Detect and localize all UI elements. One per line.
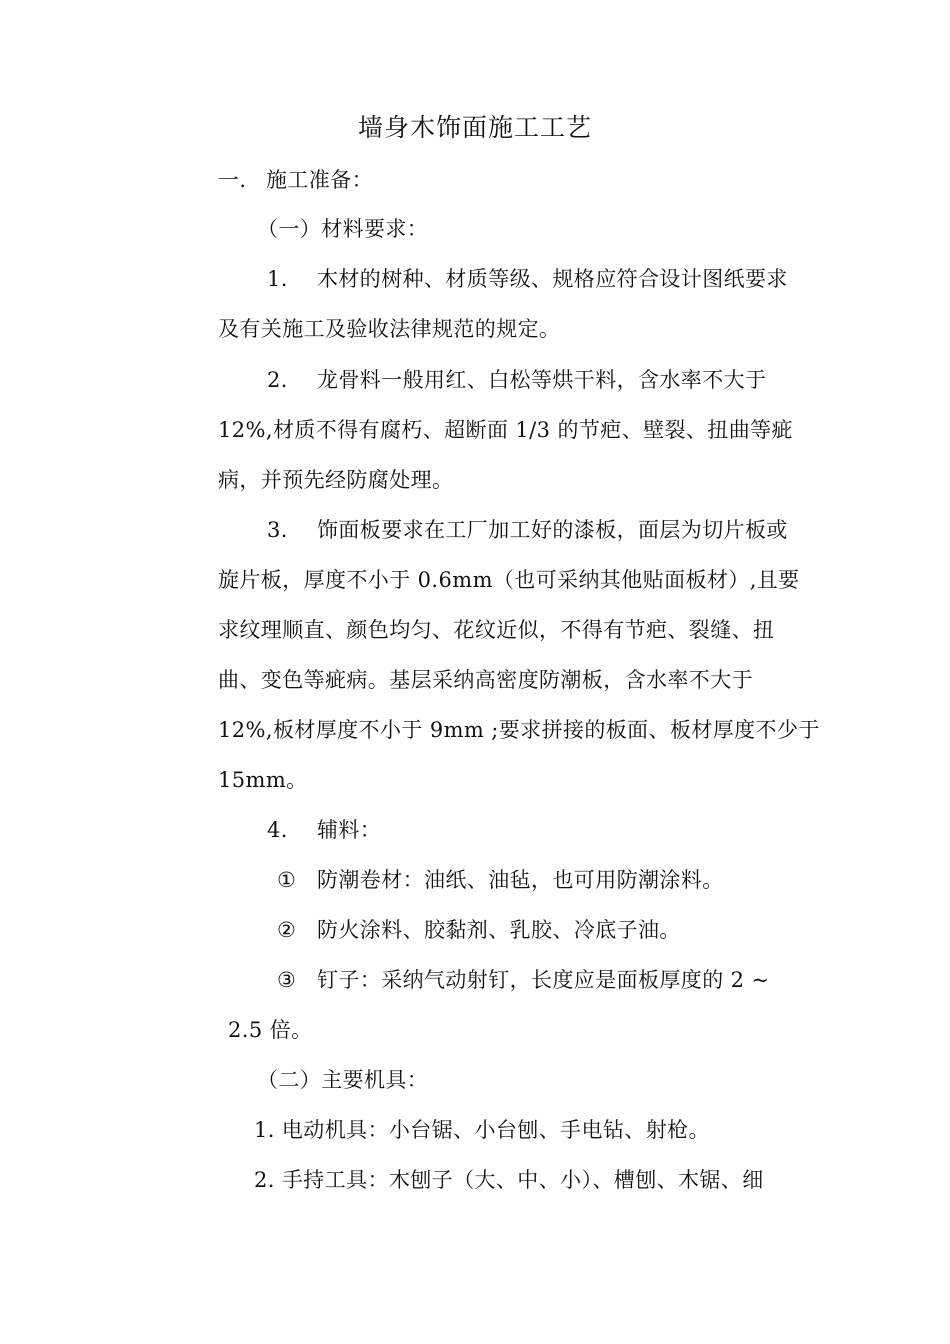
subitem-3-text: 钉子：采纳气动射钉，长度应是面板厚度的 2 ~ — [317, 968, 770, 992]
item-2-text: 龙骨料一般用红、白松等烘干料，含水率不大于 — [317, 368, 767, 392]
item-1-number: 1. — [267, 267, 288, 291]
tool-item-2: 2. 手持工具：木刨子（大、中、小）、槽刨、木锯、细 — [254, 1168, 764, 1192]
subitem-3-marker: ③ — [277, 968, 297, 992]
subsection-heading-tools: （二）主要机具： — [257, 1068, 429, 1092]
subsection-heading-materials: （一）材料要求： — [257, 217, 429, 241]
section-heading — [218, 166, 373, 194]
item-2-line-2: 12%,材质不得有腐朽、超断面 1/3 的节疤、壁裂、扭曲等疵 — [218, 418, 793, 442]
item-4-heading — [267, 816, 381, 844]
item-3-text: 饰面板要求在工厂加工好的漆板，面层为切片板或 — [317, 518, 788, 542]
subitem-2 — [277, 916, 681, 944]
item-1-text: 木材的树种、材质等级、规格应符合设计图纸要求 — [317, 267, 788, 291]
document-title: 墙身木饰面施工工艺 — [357, 113, 592, 142]
subitem-2-marker: ② — [277, 918, 297, 942]
subitem-1 — [277, 866, 724, 894]
item-3-line-2: 旋片板，厚度不小于 0.6mm（也可采纳其他贴面板材）,且要 — [218, 568, 800, 592]
item-2-line-1 — [267, 366, 766, 394]
subitem-1-marker: ① — [277, 868, 297, 892]
item-1-line-1 — [267, 265, 788, 293]
subitem-3 — [277, 966, 770, 994]
subitem-2-text: 防火涂料、胶黏剂、乳胶、冷底子油。 — [317, 918, 681, 942]
item-2-number: 2. — [267, 368, 288, 392]
item-3-number: 3. — [267, 518, 288, 542]
item-2-line-3: 病，并预先经防腐处理。 — [218, 468, 454, 492]
item-3-line-3: 求纹理顺直、颜色均匀、花纹近似，不得有节疤、裂缝、扭 — [218, 618, 775, 642]
item-3-line-6: 15mm。 — [218, 768, 308, 792]
subitem-1-text: 防潮卷材：油纸、油毡，也可用防潮涂料。 — [317, 868, 724, 892]
section-number: 一. — [218, 168, 247, 192]
item-3-line-4: 曲、变色等疵病。基层采纳高密度防潮板，含水率不大于 — [218, 668, 753, 692]
item-3-line-5: 12%,板材厚度不小于 9mm ;要求拼接的板面、板材厚度不少于 — [218, 718, 820, 742]
item-1-line-2: 及有关施工及验收法律规范的规定。 — [218, 317, 561, 341]
item-3-line-1 — [267, 516, 788, 544]
tool-item-1: 1. 电动机具：小台锯、小台刨、手电钻、射枪。 — [254, 1118, 710, 1142]
subitem-3-continuation: 2.5 倍。 — [228, 1018, 313, 1042]
item-4-number: 4. — [267, 818, 288, 842]
section-heading-text: 施工准备： — [266, 168, 373, 192]
item-4-text: 辅料： — [317, 818, 382, 842]
